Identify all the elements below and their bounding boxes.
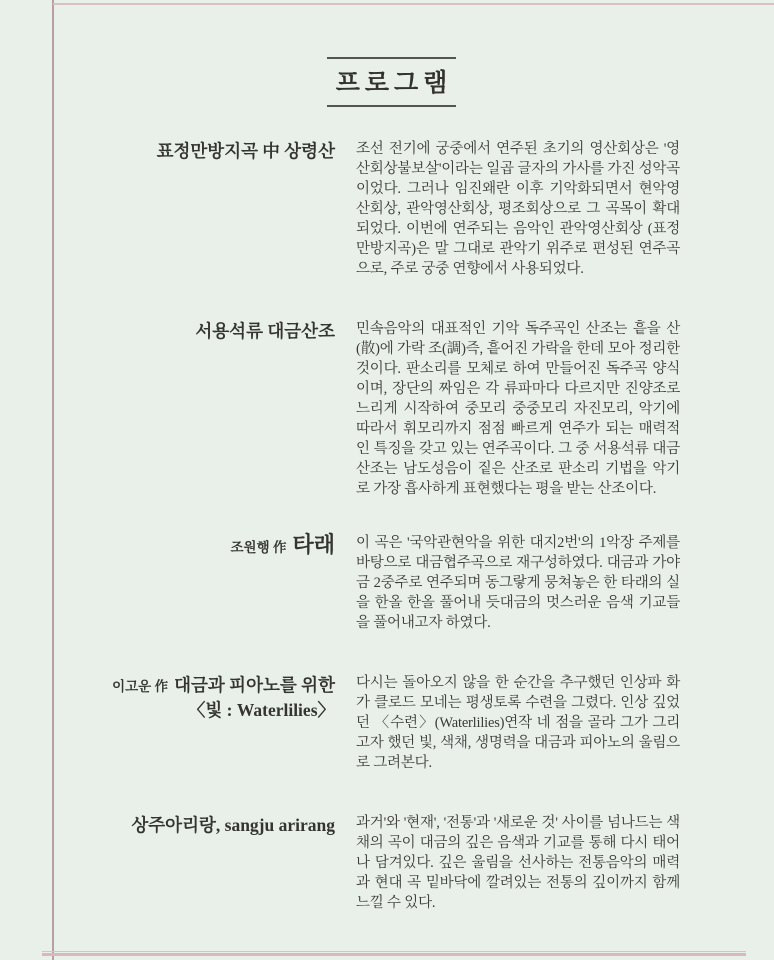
piece-title xyxy=(0,319,335,342)
composer-label: 이고운 作 xyxy=(112,679,169,694)
piece-description: 다시는 돌아오지 않을 한 순간을 추구했던 인상파 화가 클로드 모네는 평생토록 수련을 그렸다. 인상 깊었던 〈수련〉(Waterlilies)연작 네 점을 골라 그가 그리고자 했던 빛, 색채, 생명력을 대금과 피아노의 울림으로 그려본다. xyxy=(356,675,680,771)
program-item-daegeum-sanjo xyxy=(0,319,774,499)
piece-title-text: 상주아리랑, sangju arirang xyxy=(131,815,335,835)
piece-title-text: 대금과 피아노를 위한 xyxy=(174,675,335,695)
piece-title-line2: 〈빛 : Waterlilies〉 xyxy=(187,700,335,720)
piece-title xyxy=(0,673,335,722)
piece-title xyxy=(0,533,335,559)
piece-title xyxy=(0,813,335,836)
program-item-tarae xyxy=(0,533,774,633)
program-item-sangju-arirang xyxy=(0,813,774,913)
page-title: 프로그램 xyxy=(335,70,453,97)
program-header xyxy=(327,57,456,107)
program-sections xyxy=(0,139,774,913)
piece-description: 조선 전기에 궁중에서 연주된 초기의 영산회상은 '영산회상불보살'이라는 일곱 글자의 가사를 가진 성악곡이었다. 그러나 임진왜란 이후 기악화되면서 현악영산회상, 관악영산회상, 평조회상으로 그 곡목이 확대되었다. 이번에 연주되는 음악인 관악영산회상 (표정만방지곡)은 말 그대로 관악기 위주로 편성된 연주곡으로, 주로 궁중 연향에서 사용되었다. xyxy=(356,141,680,277)
program-item-sangryeongsan xyxy=(0,139,774,279)
composer-label: 조원행 作 xyxy=(230,540,287,555)
piece-title-text: 타래 xyxy=(292,532,335,557)
frame-bottom-line xyxy=(42,953,746,956)
piece-description: 민속음악의 대표적인 기악 독주곡인 산조는 흩을 산(散)에 가락 조(調)즉, 흩어진 가락을 한데 모아 정리한 것이다. 판소리를 모체로 하여 만들어진 독주곡 양식이며, 장단의 짜임은 각 류파마다 다르지만 진양조로 느리게 시작하여 중모리 중중모리 자진모리, 악기에 따라서 휘모리까지 점점 빠르게 연주가 되는 매력적인 특징을 갖고 있는 연주곡이다. 그 중 서용석류 대금 산조는 남도성음이 짙은 산조로 판소리 기법을 악기로 가장 흡사하게 표현했다는 평을 받는 산조이다. xyxy=(356,321,680,497)
piece-title-text: 서용석류 대금산조 xyxy=(195,321,335,341)
piece-title-text: 표정만방지곡 中 상령산 xyxy=(156,141,335,161)
program-item-waterlilies xyxy=(0,673,774,773)
piece-description: 과거'와 '현재', '전통'과 '새로운 것' 사이를 넘나드는 색채의 곡이 대금의 깊은 음색과 기교를 통해 다시 태어나 담겨있다. 깊은 울림을 선사하는 전통음악의 매력과 현대 곡 밑바닥에 깔려있는 전통의 깊이까지 함께 느낄 수 있다. xyxy=(356,815,680,911)
piece-description: 이 곡은 '국악관현악을 위한 대지2번'의 1악장 주제를 바탕으로 대금협주곡으로 재구성하였다. 대금과 가야금 2중주로 연주되며 동그랗게 뭉쳐놓은 한 타래의 실을 한올 한올 풀어내 듯대금의 멋스러운 음색 기교들을 풀어내고자 하였다. xyxy=(356,535,680,631)
piece-title xyxy=(0,139,335,162)
frame-bottom-shadow-line xyxy=(42,951,746,952)
